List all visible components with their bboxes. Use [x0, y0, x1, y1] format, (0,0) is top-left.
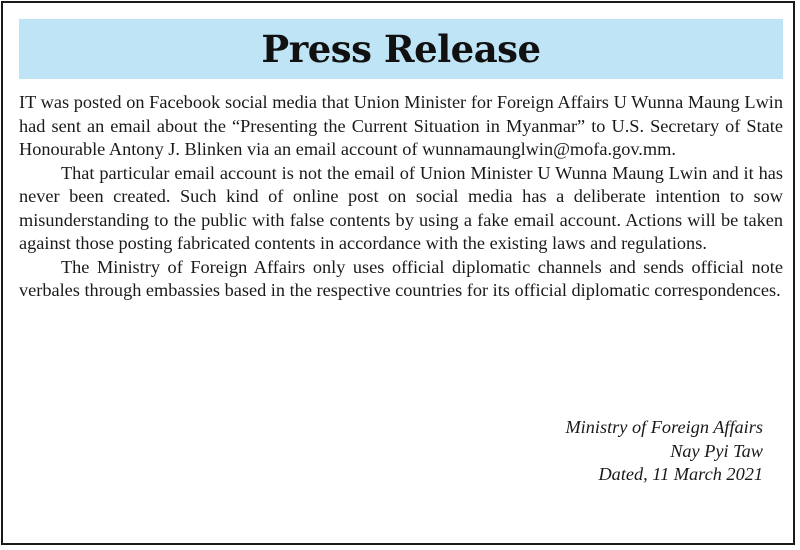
- press-release-frame: [1, 1, 795, 545]
- paragraph-3: The Ministry of Foreign Affairs only uses official diplomatic channels and sends official note verbales through embassies based in the respective countries for its official diplomatic correspondences.: [19, 256, 783, 300]
- paragraph-1: IT was posted on Facebook social media that Union Minister for Foreign Affairs U Wunna Maung Lwin had sent an email about the “Presenting the Current Situation in Myanmar” to U.S. Secretary of State Honourable Antony J. Blinken via an email account of wunnamaunglwin@mofa.gov.mm.: [19, 92, 783, 159]
- signature-place: Nay Pyi Taw: [670, 440, 763, 461]
- signature-organization: Ministry of Foreign Affairs: [565, 417, 763, 437]
- paragraph-2: That particular email account is not the email of Union Minister U Wunna Maung Lwin and it has never been created. Such kind of online post on social media has a deliberate intention to sow misunderstanding to the public with false contents by using a fake email account. Actions will be taken against those posting fabricated contents in accordance with the existing laws and regulations.: [19, 162, 783, 253]
- signature-date: Dated, 11 March 2021: [598, 464, 763, 484]
- page-title: Press Release: [261, 26, 541, 71]
- press-release-body: [19, 91, 783, 303]
- title-banner: [19, 19, 783, 79]
- signature-block: [565, 416, 763, 487]
